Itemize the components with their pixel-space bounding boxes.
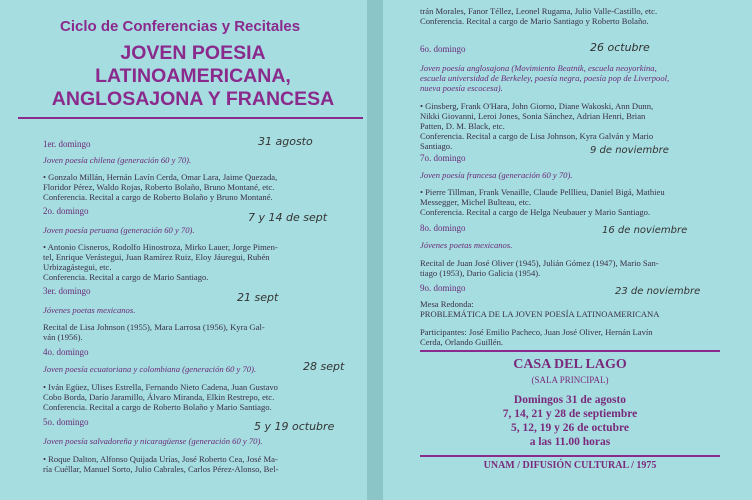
- handwritten-date: 31 agosto: [258, 135, 313, 148]
- session-heading: 6o. domingo: [420, 44, 466, 54]
- session-heading: 9o. domingo: [420, 283, 466, 293]
- time-line: a las 11.00 horas: [529, 436, 611, 448]
- session-line: ría Cuéllar, Manuel Sorto, Julio Cabrales, Carlos Pérez-Alonso, Bel-: [43, 464, 279, 474]
- session-line: Mesa Redonda:: [420, 299, 474, 309]
- session-topic: Joven poesía ecuatoriana y colombiana (generación 60 y 70).: [43, 364, 257, 374]
- venue-room: (SALA PRINCIPAL): [531, 375, 609, 385]
- round-table-title: PROBLEMÁTICA DE LA JOVEN POESÍA LATINOAMERICANA: [420, 309, 660, 319]
- session-line: Participantes: José Emilio Pacheco, Juan José Oliver, Hernán Lavín: [420, 327, 653, 337]
- session-line: Conferencia. Recital a cargo de Helga Neubauer y Mario Santiago.: [420, 207, 651, 217]
- session-line: • Roque Dalton, Alfonso Quijada Urías, José Roberto Cea, José Ma-: [43, 454, 278, 464]
- date-line: 5, 12, 19 y 26 de octubre: [511, 422, 629, 434]
- handwritten-date: 7 y 14 de sept: [248, 211, 328, 224]
- cycle-title: Ciclo de Conferencias y Recitales: [60, 18, 301, 35]
- session-line: Conferencia. Recital a cargo de Roberto Bolaño y Bruno Montané.: [43, 192, 273, 202]
- session-line: Urbizagástegui, etc.: [43, 262, 112, 272]
- session-line: tiago (1953), Dario Galicia (1954).: [420, 268, 541, 278]
- session-line: Recital de Juan José Oliver (1945), Julián Gómez (1947), Mario San-: [420, 258, 659, 268]
- session-heading: 2o. domingo: [43, 206, 89, 216]
- session-line: • Antonio Cisneros, Rodolfo Hinostroza, Mirko Lauer, Jorge Pimen-: [43, 242, 278, 252]
- session-line: tel, Enrique Verástegui, Juan Ramírez Ruiz, Eloy Jáuregui, Rubén: [43, 252, 270, 262]
- session-line: Nikki Giovanni, Leroi Jones, Sonia Sánchez, Adrian Henri, Brian: [420, 111, 646, 121]
- session-line: Messegger, Michel Bulteau, etc.: [420, 197, 531, 207]
- venue-name: CASA DEL LAGO: [513, 357, 627, 372]
- footer-credit: UNAM / DIFUSIÓN CULTURAL / 1975: [483, 460, 657, 471]
- session-topic: escuela universidad de Berkeley, poesía negra, poesía pop de Liverpool,: [420, 73, 670, 83]
- date-line: Domingos 31 de agosto: [513, 394, 627, 406]
- session-line: trán Morales, Fanor Téllez, Leonel Rugama, Julio Valle-Castillo, etc.: [420, 6, 658, 16]
- handwritten-date: 26 octubre: [590, 41, 650, 54]
- handwritten-date: 23 de noviembre: [615, 286, 701, 297]
- session-topic: Joven poesía peruana (generación 60 y 70).: [43, 225, 195, 235]
- left-page: [0, 0, 367, 500]
- handwritten-date: 5 y 19 octubre: [254, 420, 335, 433]
- session-line: Conferencia. Recital a cargo de Mario Santiago y Roberto Bolaño.: [420, 16, 649, 26]
- session-heading: 3er. domingo: [43, 286, 91, 296]
- right-page: [383, 0, 752, 500]
- session-heading: 8o. domingo: [420, 223, 466, 233]
- session-line: Floridor Pérez, Waldo Rojas, Roberto Bolaño, Bruno Montané, etc.: [43, 182, 275, 192]
- session-line: Cobo Borda, Darío Jaramillo, Álvaro Miranda, Elkin Restrepo, etc.: [43, 392, 275, 402]
- session-heading: 7o. domingo: [420, 153, 466, 163]
- session-topic: Joven poesía francesa (generación 60 y 70).: [420, 170, 573, 180]
- session-topic: Joven poesía salvadoreña y nicaragüense (generación 60 y 70).: [43, 436, 263, 446]
- session-topic: Jóvenes poetas mexicanos.: [43, 305, 136, 315]
- session-heading: 5o. domingo: [43, 417, 89, 427]
- session-topic: Jóvenes poetas mexicanos.: [420, 240, 513, 250]
- page-fold: [367, 0, 383, 500]
- session-line: Conferencia. Recital a cargo de Lisa Johnson, Kyra Galván y Mario: [420, 131, 654, 141]
- handwritten-date: 9 de noviembre: [590, 145, 669, 156]
- session-topic: nueva poesía escocesa).: [420, 83, 503, 93]
- session-line: Santiago.: [420, 141, 453, 151]
- session-line: • Gonzalo Millán, Hernán Lavín Cerda, Omar Lara, Jaime Quezada,: [43, 172, 278, 182]
- session-line: • Iván Egüez, Ulises Estrella, Fernando Nieto Cadena, Juan Gustavo: [43, 382, 278, 392]
- session-line: Conferencia. Recital a cargo de Roberto Bolaño y Mario Santiago.: [43, 402, 272, 412]
- main-title-line: LATINOAMERICANA,: [95, 65, 291, 87]
- main-title: [18, 42, 367, 111]
- session-line: Conferencia. Recital a cargo de Mario Santiago.: [43, 272, 209, 282]
- divider: [420, 350, 720, 352]
- session-topic: Joven poesía chilena (generación 60 y 70).: [43, 155, 192, 165]
- session-line: Recital de Lisa Johnson (1955), Mara Larrosa (1956), Kyra Gal-: [43, 322, 265, 332]
- session-heading: 1er. domingo: [43, 139, 91, 149]
- handwritten-date: 21 sept: [237, 291, 279, 304]
- session-line: • Pierre Tillman, Frank Venaille, Claude Pelllieu, Daniel Bigá, Mathieu: [420, 187, 665, 197]
- session-line: Patten, D. M. Black, etc.: [420, 121, 505, 131]
- session-line: • Ginsberg, Frank O'Hara, John Giorno, Diane Wakoski, Ann Dunn,: [420, 101, 654, 111]
- session-line: Cerda, Orlando Guillén.: [420, 337, 504, 347]
- session-topic: Joven poesía anglosajona (Movimiento Beatnik, escuela neoyorkina,: [420, 63, 657, 73]
- session-heading: 4o. domingo: [43, 347, 89, 357]
- date-line: 7, 14, 21 y 28 de septiembre: [502, 408, 638, 420]
- divider: [420, 455, 720, 457]
- main-title-line: JOVEN POESIA: [120, 42, 266, 64]
- handwritten-date: 28 sept: [303, 360, 345, 373]
- divider: [18, 117, 363, 119]
- main-title-line: ANGLOSAJONA Y FRANCESA: [51, 88, 335, 110]
- handwritten-date: 16 de noviembre: [602, 225, 688, 236]
- session-line: ván (1956).: [43, 332, 83, 342]
